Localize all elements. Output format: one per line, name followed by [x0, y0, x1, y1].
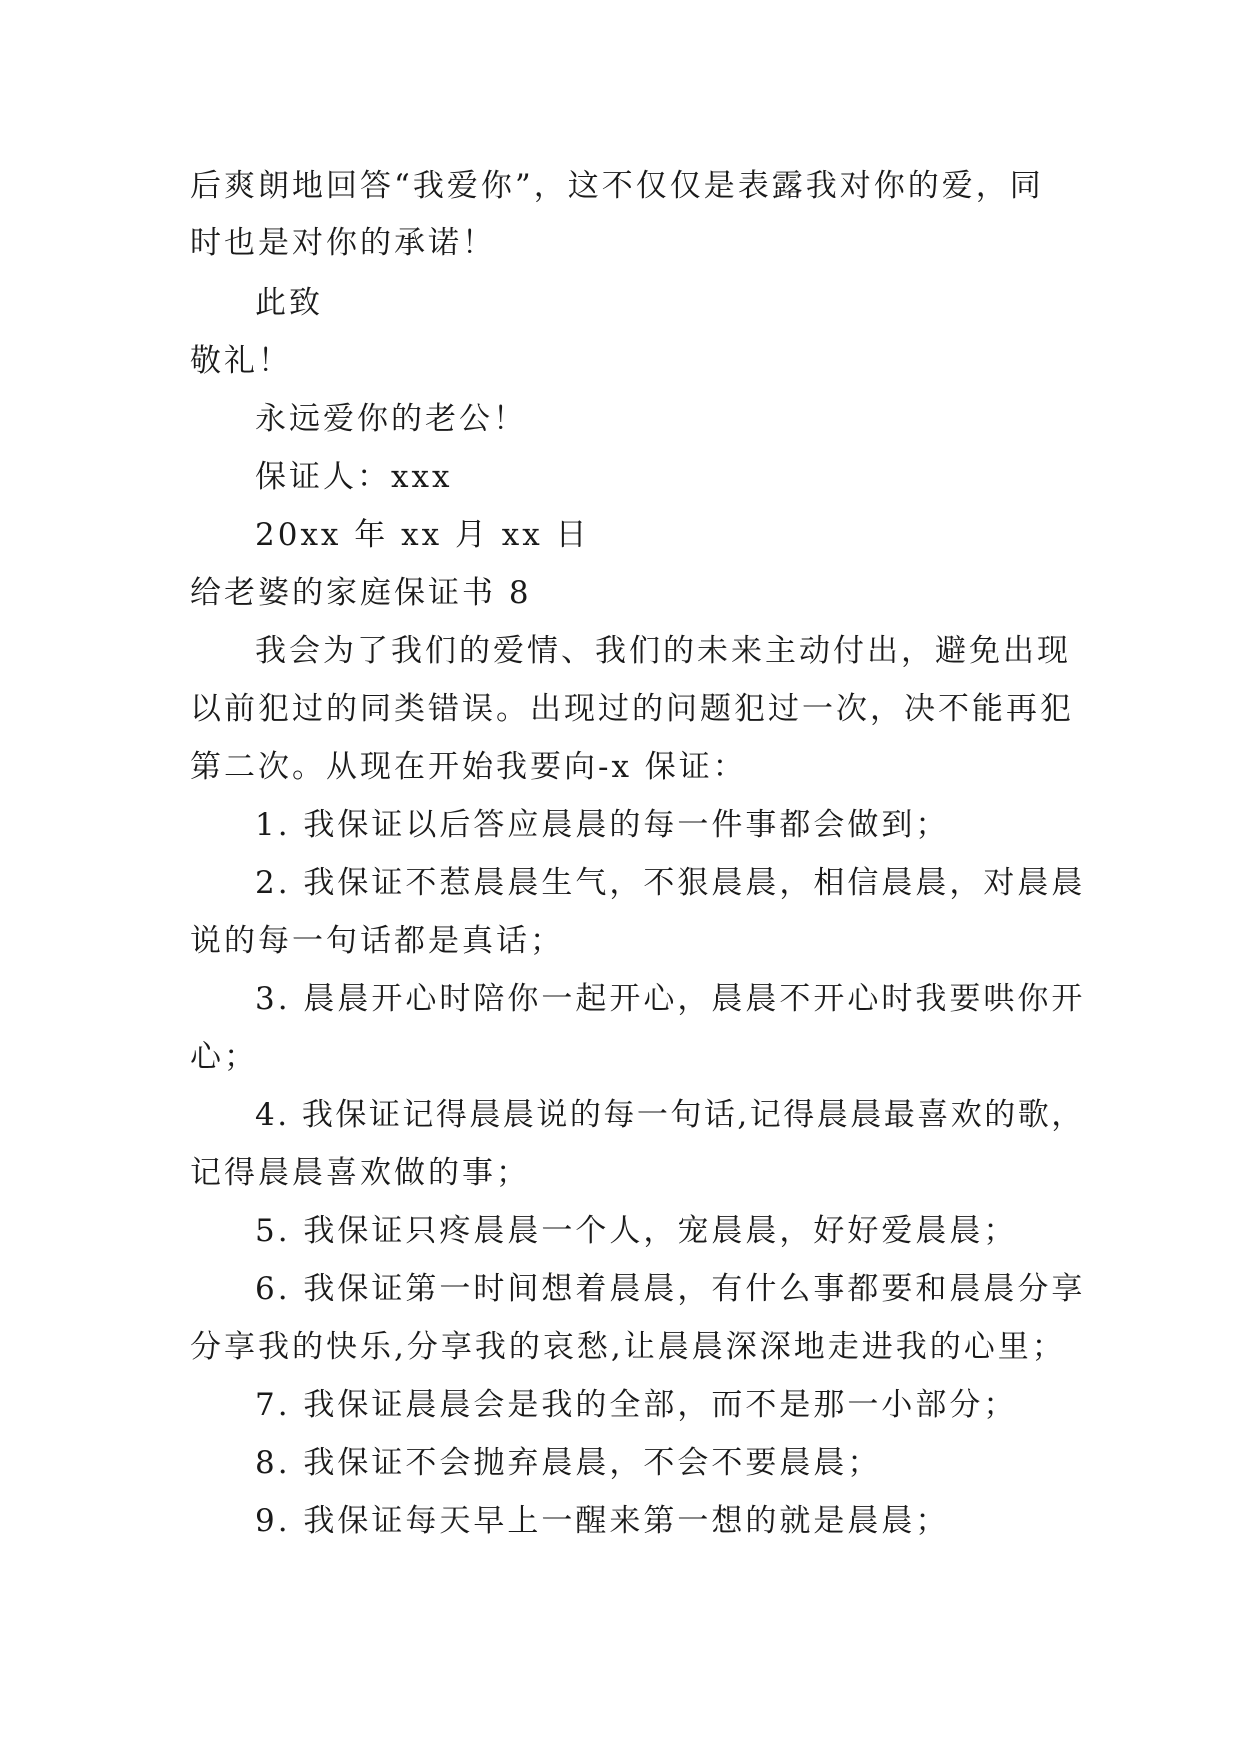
list-item: 1. 我保证以后答应晨晨的每一件事都会做到； — [255, 807, 950, 843]
closing-phrase: 此致 — [255, 285, 323, 321]
list-item: 8. 我保证不会抛弃晨晨，不会不要晨晨； — [255, 1445, 882, 1481]
list-item: 6. 我保证第一时间想着晨晨，有什么事都要和晨晨分享 — [255, 1271, 1086, 1307]
list-item: 2. 我保证不惹晨晨生气，不狠晨晨，相信晨晨，对晨晨 — [255, 865, 1086, 901]
list-item-continuation: 记得晨晨喜欢做的事； — [190, 1155, 530, 1191]
list-item: 7. 我保证晨晨会是我的全部，而不是那一小部分； — [255, 1387, 1018, 1423]
paragraph-line: 以前犯过的同类错误。出现过的问题犯过一次，决不能再犯 — [190, 691, 1074, 727]
section-title: 给老婆的家庭保证书 8 — [190, 575, 532, 611]
list-item: 5. 我保证只疼晨晨一个人，宠晨晨，好好爱晨晨； — [255, 1213, 1018, 1249]
paragraph-line: 我会为了我们的爱情、我们的未来主动付出，避免出现 — [255, 633, 1071, 669]
signature-line: 永远爱你的老公！ — [255, 401, 527, 437]
list-item-continuation: 心； — [190, 1039, 258, 1075]
list-item-continuation: 说的每一句话都是真话； — [190, 923, 564, 959]
paragraph-line: 时也是对你的承诺！ — [190, 225, 496, 261]
paragraph-line: 后爽朗地回答“我爱你”，这不仅仅是表露我对你的爱，同 — [190, 168, 1044, 204]
date-line: 20xx 年 xx 月 xx 日 — [255, 517, 590, 553]
list-item: 3. 晨晨开心时陪你一起开心，晨晨不开心时我要哄你开 — [255, 981, 1086, 1017]
guarantor-line: 保证人：xxx — [255, 459, 453, 495]
paragraph-line: 第二次。从现在开始我要向-x 保证： — [190, 749, 747, 785]
list-item: 9. 我保证每天早上一醒来第一想的就是晨晨； — [255, 1503, 950, 1539]
salutation: 敬礼！ — [190, 343, 292, 379]
list-item-continuation: 分享我的快乐,分享我的哀愁,让晨晨深深地走进我的心里； — [190, 1329, 1066, 1365]
list-item: 4. 我保证记得晨晨说的每一句话,记得晨晨最喜欢的歌， — [255, 1097, 1085, 1133]
